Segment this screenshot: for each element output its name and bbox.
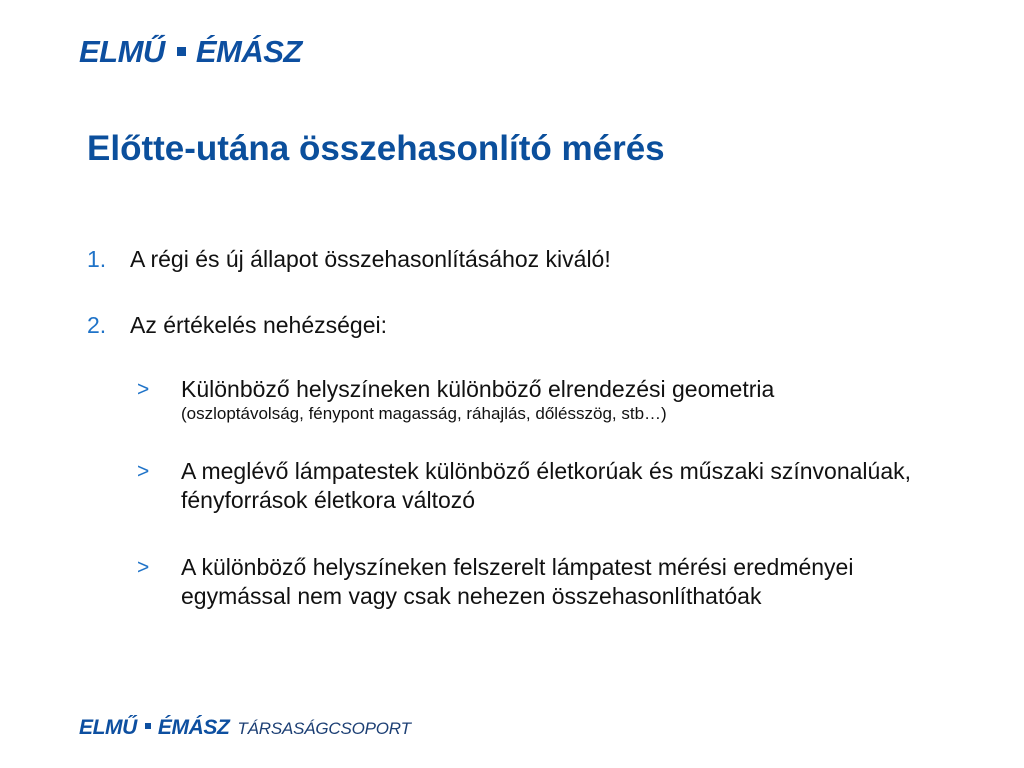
bullet-text: A különböző helyszíneken felszerelt lámpatest mérési eredményei egymással nem vagy csak nehezen összehasonlíthatóak <box>181 554 854 609</box>
item-number: 2. <box>87 312 107 338</box>
footer-logo-group: TÁRSASÁGCSOPORT <box>237 719 411 738</box>
numbered-item-1 <box>87 245 611 273</box>
logo-emasz: ÉMÁSZ <box>195 34 302 69</box>
item-text: Az értékelés nehézségei: <box>130 312 387 338</box>
footer-logo-emasz: ÉMÁSZ <box>157 716 230 739</box>
numbered-item-2 <box>87 311 387 339</box>
footer-logo <box>79 716 411 742</box>
bullet-chevron-icon: > <box>137 460 150 483</box>
bullet-subtext: (oszloptávolság, fénypont magasság, ráhajlás, dőlésszög, stb…) <box>181 404 667 423</box>
bullet-chevron-icon: > <box>137 378 150 401</box>
company-logo <box>79 34 302 70</box>
logo-separator-square <box>177 47 186 56</box>
slide-title: Előtte-utána összehasonlító mérés <box>87 129 665 168</box>
item-number: 1. <box>87 246 107 272</box>
footer-logo-elmu: ELMŰ <box>79 716 137 739</box>
bullet-text: A meglévő lámpatestek különböző életkorúak és műszaki színvonalúak, fényforrások életkora változó <box>181 458 912 513</box>
item-text: A régi és új állapot összehasonlításához kiváló! <box>130 246 611 272</box>
bullet-chevron-icon: > <box>137 556 150 579</box>
footer-logo-separator-square <box>145 723 151 729</box>
logo-elmu: ELMŰ <box>79 34 165 69</box>
bullet-main-text: Különböző helyszíneken különböző elrendezési geometria <box>181 376 775 402</box>
bullet-text <box>181 375 961 424</box>
